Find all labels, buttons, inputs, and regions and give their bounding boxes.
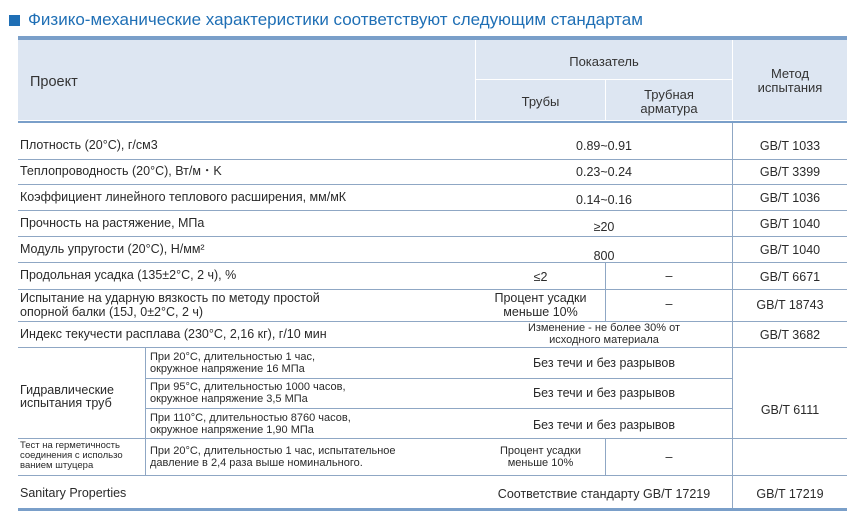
row-hydraulic-label-2: испытания труб: [20, 396, 112, 410]
square-bullet-icon: [9, 15, 20, 26]
row-melt-value-1: Изменение - не более 30% от: [527, 322, 681, 334]
hydraulic-cond-3-line1: При 110°C, длительностью 8760 часов,: [150, 412, 351, 424]
header-project: Проект: [30, 74, 78, 90]
row-expansion-method: GB/T 1036: [759, 191, 821, 205]
header-indicator: Показатель: [569, 54, 639, 69]
row-impact-method: GB/T 18743: [756, 298, 824, 312]
row-modulus-value: 800: [593, 249, 615, 263]
row-conductivity-label: Теплопроводность (20°C), Вт/м・K: [20, 164, 222, 178]
page-title-text: Физико-механические характеристики соответствуют следующим стандартам: [28, 10, 643, 29]
row-modulus-label: Модуль упругости (20°C), Н/мм²: [20, 242, 205, 256]
row-seal-cond-1: При 20°C, длительностью 1 час, испытательное: [150, 445, 396, 457]
row-modulus-method: GB/T 1040: [759, 243, 821, 257]
row-divider: [146, 378, 732, 379]
header-fittings-1: Трубная: [644, 87, 694, 102]
hydraulic-cond-1-line2: окружное напряжение 16 МПа: [150, 363, 305, 375]
row-density-label: Плотность (20°C), г/см3: [20, 138, 158, 152]
row-seal-cond-2: давление в 2,4 раза выше номинального.: [150, 457, 363, 469]
hydraulic-cond-1-line1: При 20°C, длительностью 1 час,: [150, 351, 316, 363]
header-method-1: Метод: [770, 66, 810, 81]
row-divider: [18, 236, 847, 237]
hydraulic-cond-2-line1: При 95°C, длительностью 1000 часов,: [150, 381, 346, 393]
row-seal-label-2: соединения с использо: [20, 450, 123, 461]
row-hydraulic-label-1: Гидравлические: [20, 383, 114, 397]
row-shrinkage-fittings: –: [665, 269, 673, 283]
header-rule: [18, 121, 847, 123]
row-melt-method: GB/T 3682: [759, 328, 821, 342]
row-expansion-label: Коэффициент линейного теплового расширения, мм/мК: [20, 190, 347, 204]
header-divider: [476, 79, 732, 80]
row-shrinkage-method: GB/T 6671: [759, 270, 821, 284]
hydraulic-result-3: Без течи и без разрывов: [532, 418, 676, 432]
row-melt-label: Индекс текучести расплава (230°C, 2,16 кг), г/10 мин: [20, 327, 327, 341]
hydraulic-cond-2-line2: окружное напряжение 3,5 МПа: [150, 393, 308, 405]
row-impact-fittings: –: [665, 297, 673, 311]
row-divider: [18, 159, 847, 160]
bottom-rule: [18, 508, 847, 511]
row-seal-label-3: ванием штуцера: [20, 460, 94, 471]
row-melt-value-2: исходного материала: [549, 334, 659, 346]
row-divider: [18, 210, 847, 211]
row-tensile-method: GB/T 1040: [759, 217, 821, 231]
row-divider: [146, 408, 732, 409]
row-density-method: GB/T 1033: [759, 139, 821, 153]
row-impact-label-1: Испытание на ударную вязкость по методу простой: [20, 291, 320, 305]
row-divider: [18, 289, 847, 290]
row-sanitary-method: GB/T 17219: [756, 487, 824, 501]
row-seal-pipes-1: Процент усадки: [500, 445, 581, 457]
row-impact-pipes-2: меньше 10%: [503, 305, 578, 319]
row-seal-label-1: Тест на герметичность: [20, 440, 120, 451]
row-hydraulic-method: GB/T 6111: [760, 403, 820, 417]
row-shrinkage-label: Продольная усадка (135±2°C, 2 ч), %: [20, 268, 237, 282]
header-method-2: испытания: [757, 80, 823, 95]
row-impact-pipes-1: Процент усадки: [494, 291, 587, 305]
column-divider: [732, 123, 733, 508]
row-shrinkage-pipes: ≤2: [533, 270, 548, 284]
row-seal-pipes-2: меньше 10%: [507, 457, 574, 469]
row-conductivity-method: GB/T 3399: [759, 165, 821, 179]
row-sanitary-label: Sanitary Properties: [20, 486, 127, 500]
row-divider: [18, 347, 847, 348]
hydraulic-result-1: Без течи и без разрывов: [532, 356, 676, 370]
row-tensile-value: ≥20: [593, 220, 615, 234]
row-expansion-value: 0.14~0.16: [576, 193, 632, 207]
header-fittings-2: арматура: [640, 101, 698, 116]
row-divider: [18, 184, 847, 185]
header-pipes: Трубы: [521, 94, 560, 109]
row-conductivity-value: 0.23~0.24: [576, 165, 632, 179]
row-density-value: 0.89~0.91: [576, 139, 632, 153]
row-impact-label-2: опорной балки (15J, 0±2°C, 2 ч): [20, 305, 204, 319]
row-sanitary-value: Соответствие стандарту GB/T 17219: [497, 487, 711, 501]
column-divider: [145, 347, 146, 475]
hydraulic-result-2: Без течи и без разрывов: [532, 386, 676, 400]
hydraulic-cond-3-line2: окружное напряжение 1,90 МПа: [150, 424, 314, 436]
page-title: [9, 8, 643, 32]
row-seal-fittings: –: [665, 450, 673, 464]
row-divider: [18, 475, 847, 476]
row-tensile-label: Прочность на растяжение, МПа: [20, 216, 205, 230]
row-divider: [18, 438, 847, 439]
